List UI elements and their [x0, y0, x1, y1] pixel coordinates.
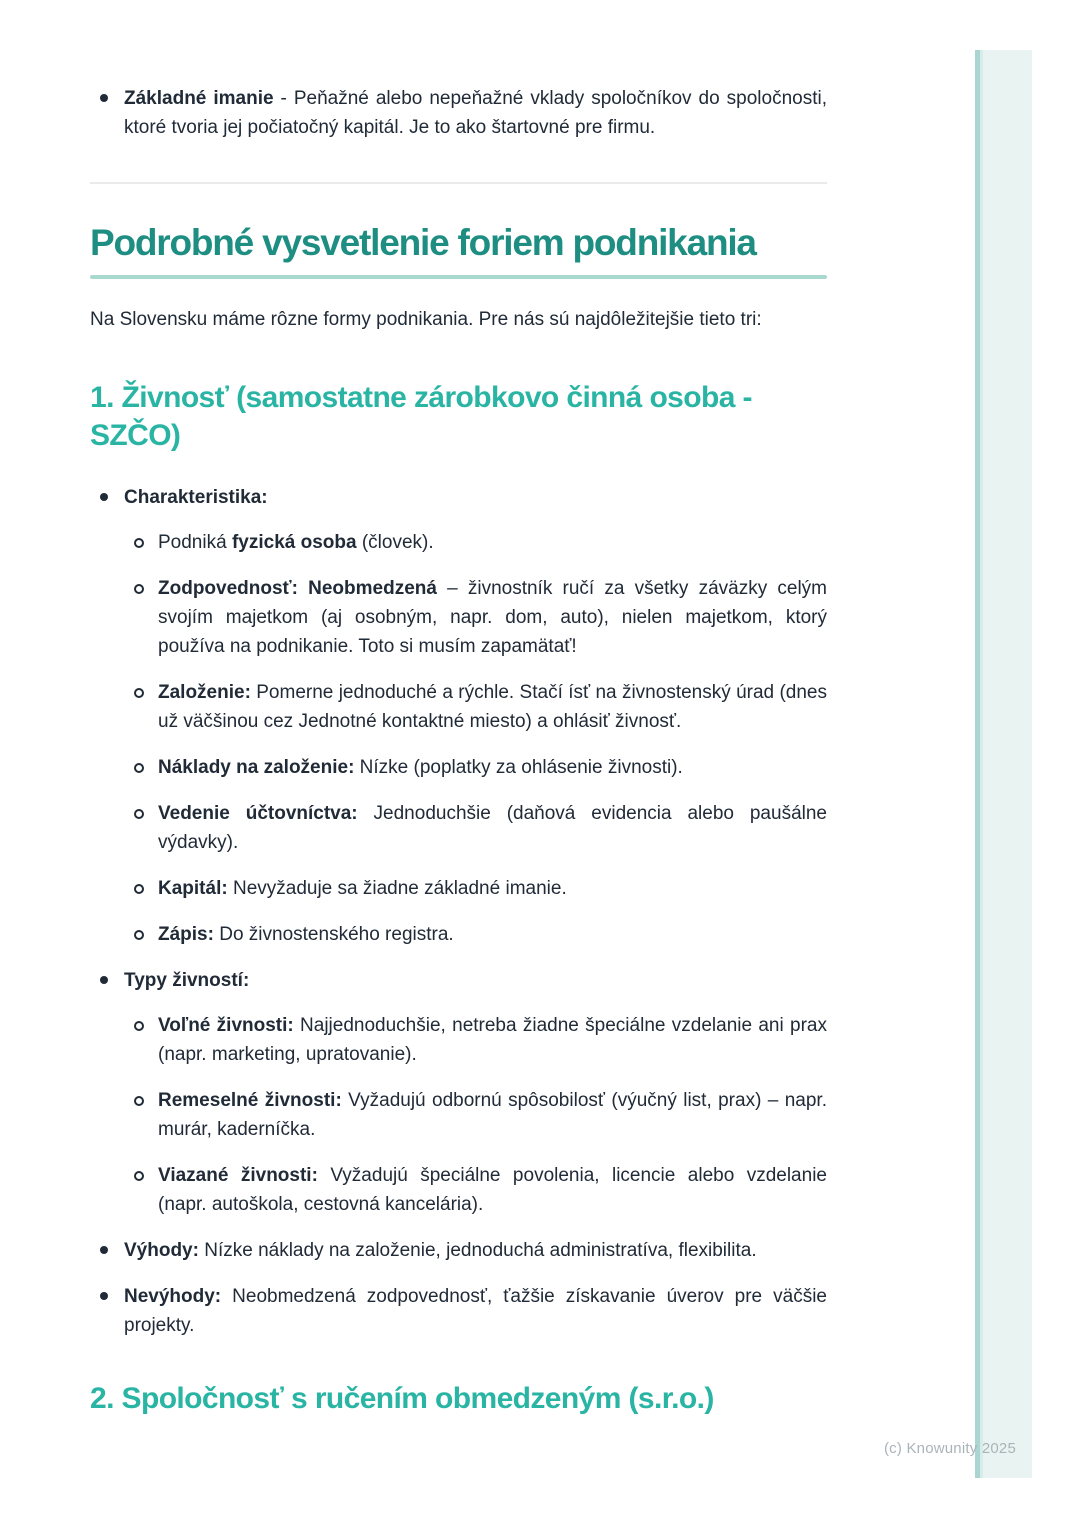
bullet-circle-icon [134, 1021, 144, 1031]
bullet-circle-icon [134, 763, 144, 773]
list-item-text: Zodpovednosť: Neobmedzená – živnostník ručí za všetky záväzky celým svojím majetkom (aj osobným, napr. dom, auto), nielen majetkom, ktorý používa na podnikanie. Toto si musím zapamätať! [158, 578, 827, 657]
list-item [124, 753, 827, 782]
bullet-dot-icon [100, 493, 108, 501]
list-item [124, 678, 827, 736]
list-item-text: Kapitál: Nevyžaduje sa žiadne základné imanie. [158, 878, 567, 899]
bullet-circle-icon [134, 884, 144, 894]
page-accent-sidebar [975, 50, 1032, 1478]
bullet-circle-icon [134, 1171, 144, 1181]
list-item-text: Voľné živnosti: Najjednoduchšie, netreba žiadne špeciálne vzdelanie ani prax (napr. marketing, upratovanie). [158, 1015, 827, 1065]
section-2-heading: 2. Spoločnosť s ručením obmedzeným (s.r.o.) [90, 1382, 714, 1415]
bullet-circle-icon [134, 584, 144, 594]
list-item-text: Zápis: Do živnostenského registra. [158, 924, 454, 945]
list-item [124, 1161, 827, 1219]
section-1-heading: 1. Živnosť (samostatne zárobkovo činná osoba - SZČO) [90, 381, 752, 452]
list-item [90, 84, 827, 142]
intro-bullet-list [90, 28, 827, 142]
intro-paragraph: Na Slovensku máme rôzne formy podnikania. Pre nás sú najdôležitejšie tieto tri: [90, 309, 762, 330]
sub-list [124, 1011, 827, 1219]
list-item [124, 920, 827, 949]
page-title: Podrobné vysvetlenie foriem podnikania [90, 222, 756, 263]
list-item-text: Základné imanie - Peňažné alebo nepeňažné vklady spoločníkov do spoločnosti, ktoré tvoria jej počiatočný kapitál. Je to ako štartovné pre firmu. [124, 88, 827, 138]
list-item-text: Remeselné živnosti: Vyžadujú odbornú spôsobilosť (výučný list, prax) – napr. murár, kaderníčka. [158, 1090, 827, 1140]
title-underline [90, 275, 827, 279]
list-item-text: Charakteristika: [124, 487, 268, 508]
list-item [124, 528, 827, 557]
copyright-notice: (c) Knowunity 2025 [883, 1440, 1016, 1457]
section-divider [90, 182, 827, 184]
list-item-text: Náklady na založenie: Nízke (poplatky za ohlásenie živnosti). [158, 757, 683, 778]
list-item-text: Podniká fyzická osoba (človek). [158, 532, 434, 553]
list-item [90, 966, 827, 1219]
bullet-dot-icon [100, 1292, 108, 1300]
list-item [90, 1282, 827, 1340]
list-item-text: Viazané živnosti: Vyžadujú špeciálne povolenia, licencie alebo vzdelanie (napr. autoškola, cestovná kancelária). [158, 1165, 827, 1215]
list-item [124, 874, 827, 903]
list-item [124, 799, 827, 857]
bullet-dot-icon [100, 1246, 108, 1254]
list-item-text: Založenie: Pomerne jednoduché a rýchle. Stačí ísť na živnostenský úrad (dnes už väčšinou cez Jednotné kontaktné miesto) a ohlásiť živnosť. [158, 682, 827, 732]
bullet-circle-icon [134, 538, 144, 548]
list-item-text: Nevýhody: Neobmedzená zodpovednosť, ťažšie získavanie úverov pre väčšie projekty. [124, 1286, 827, 1336]
bullet-circle-icon [134, 688, 144, 698]
bullet-dot-icon [100, 976, 108, 984]
list-item-text: Výhody: Nízke náklady na založenie, jednoduchá administratíva, flexibilita. [124, 1240, 757, 1261]
list-item [90, 483, 827, 949]
bullet-circle-icon [134, 1096, 144, 1106]
list-item-text: Vedenie účtovníctva: Jednoduchšie (daňová evidencia alebo paušálne výdavky). [158, 803, 827, 853]
bullet-circle-icon [134, 809, 144, 819]
list-item [124, 1011, 827, 1069]
bullet-dot-icon [100, 94, 108, 102]
list-item [90, 1236, 827, 1265]
sub-list [124, 528, 827, 949]
document-content [90, 0, 827, 1418]
list-item [124, 574, 827, 661]
list-item [124, 1086, 827, 1144]
bullet-circle-icon [134, 930, 144, 940]
section-1-list [90, 483, 827, 1340]
list-item-text: Typy živností: [124, 970, 250, 991]
